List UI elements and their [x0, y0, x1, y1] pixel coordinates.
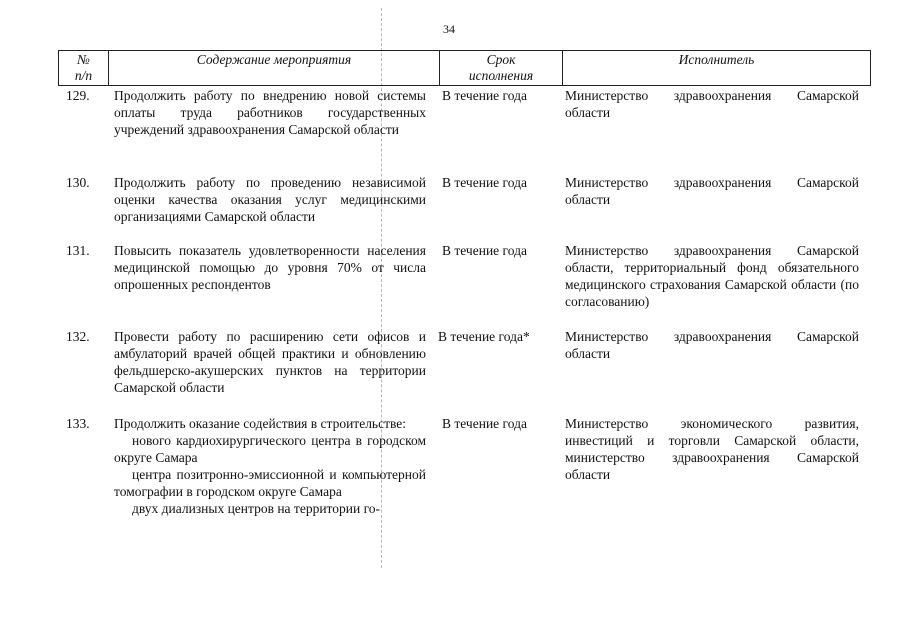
header-executor: Исполнитель — [563, 51, 871, 86]
row-number: 129. — [66, 88, 90, 103]
row-content — [114, 415, 426, 517]
row-content: Продолжить работу по внедрению новой системы оплаты труда работников государственных учреждений здравоохранения Самарской области — [114, 88, 426, 137]
row-term: В течение года* — [438, 329, 530, 344]
row-executor: Министерство экономического развития, инвестиций и торговли Самарской области, министерство здравоохранения Самарской области — [565, 416, 859, 482]
header-term: Срок исполнения — [440, 51, 563, 86]
row-content: Продолжить работу по проведению независимой оценки качества оказания услуг медицинскими организациями Самарской области — [114, 175, 426, 224]
row-executor: Министерство здравоохранения Самарской области — [565, 329, 859, 361]
table-header — [58, 50, 871, 86]
row-content: Повысить показатель удовлетворенности населения медицинской помощью до уровня 70% от числа опрошенных респондентов — [114, 243, 426, 292]
header-content: Содержание мероприятия — [109, 51, 440, 86]
row-content: Провести работу по расширению сети офисов и амбулаторий врачей общей практики и обновлению фельдшерско-акушерских пунктов на территории Самарской области — [114, 329, 426, 395]
row-content-lead: Продолжить оказание содействия в строительстве: — [114, 416, 407, 431]
row-term: В течение года — [442, 416, 527, 431]
row-executor: Министерство здравоохранения Самарской области — [565, 88, 859, 120]
page-number: 34 — [443, 22, 455, 36]
row-number: 133. — [66, 416, 90, 431]
row-number: 130. — [66, 175, 90, 190]
row-term: В течение года — [442, 243, 527, 258]
row-content-subitem: центра позитронно-эмиссионной и компьютерной томографии в городском округе Самара — [114, 467, 426, 499]
row-content-subitem: двух диализных центров на территории го- — [132, 501, 381, 516]
row-number: 131. — [66, 243, 90, 258]
row-term: В течение года — [442, 88, 527, 103]
header-num: № п/п — [59, 51, 109, 86]
row-content-subitem: нового кардиохирургического центра в городском округе Самара — [114, 433, 426, 465]
row-term: В течение года — [442, 175, 527, 190]
row-executor: Министерство здравоохранения Самарской области, территориальный фонд обязательного медицинского страхования Самарской области (по согласованию) — [565, 243, 859, 309]
row-executor: Министерство здравоохранения Самарской области — [565, 175, 859, 207]
row-number: 132. — [66, 329, 90, 344]
